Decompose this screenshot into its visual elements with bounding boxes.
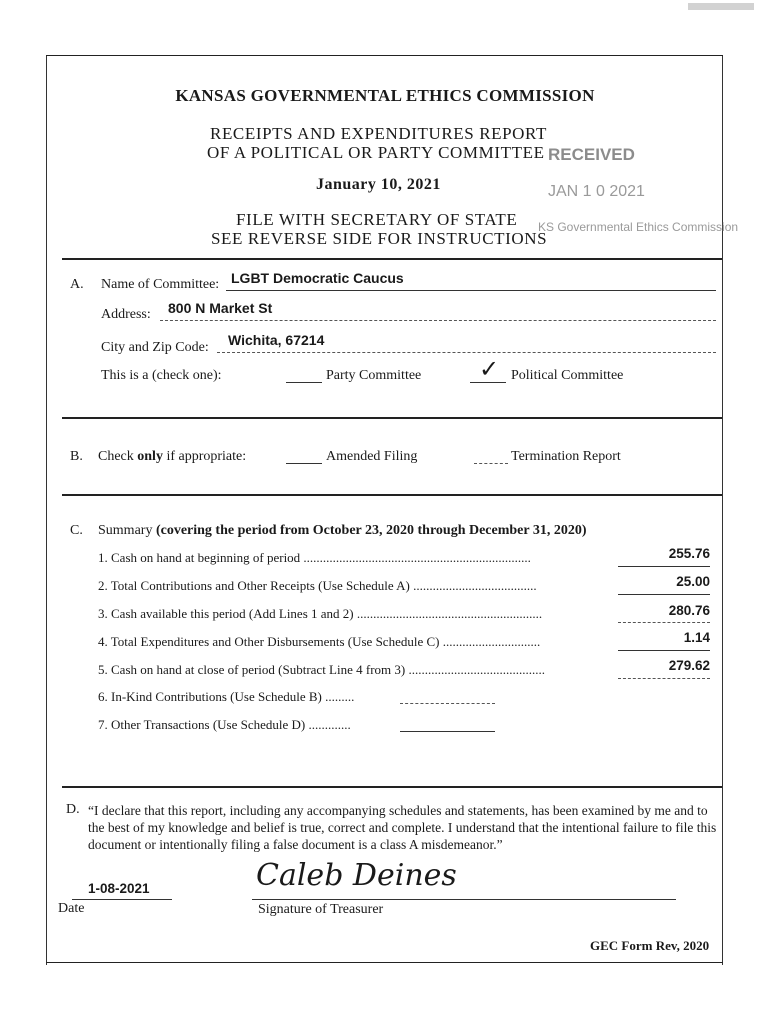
summary-line-2-label: 2. Total Contributions and Other Receipts (Use Schedule A) ...................................... bbox=[98, 578, 537, 593]
section-c-letter: C. bbox=[70, 523, 83, 538]
termination-checkbox[interactable] bbox=[474, 463, 508, 464]
divider-c bbox=[62, 494, 722, 496]
amended-filing-checkbox[interactable] bbox=[286, 463, 322, 464]
committee-name-line bbox=[226, 290, 716, 291]
summary-line-1-amount[interactable]: 255.76 bbox=[668, 546, 710, 561]
date-line bbox=[72, 899, 172, 900]
report-title-line1: RECEIPTS AND EXPENDITURES REPORT bbox=[210, 124, 547, 143]
date-label: Date bbox=[58, 901, 85, 916]
city-zip-line bbox=[217, 352, 716, 353]
received-date: JAN 1 0 2021 bbox=[548, 183, 645, 200]
instruction-line1: FILE WITH SECRETARY OF STATE bbox=[236, 210, 518, 229]
instruction-line2: SEE REVERSE SIDE FOR INSTRUCTIONS bbox=[211, 229, 548, 248]
party-committee-checkbox[interactable] bbox=[286, 382, 322, 383]
committee-name-label: Name of Committee: bbox=[101, 277, 220, 292]
summary-line-5-rule bbox=[618, 678, 710, 679]
treasurer-signature: Caleb Deines bbox=[256, 858, 457, 893]
termination-label: Termination Report bbox=[511, 449, 621, 464]
summary-line-1-label: 1. Cash on hand at beginning of period ...................................................................... bbox=[98, 550, 531, 565]
agency-title: KANSAS GOVERNMENTAL ETHICS COMMISSION bbox=[175, 86, 595, 105]
divider-a bbox=[62, 258, 722, 260]
summary-line-6-label: 6. In-Kind Contributions (Use Schedule B) ......... bbox=[98, 689, 355, 704]
summary-line-7-field[interactable] bbox=[400, 731, 495, 732]
report-date: January 10, 2021 bbox=[316, 176, 441, 193]
address-label: Address: bbox=[101, 307, 151, 322]
form-id: GEC Form Rev, 2020 bbox=[590, 938, 710, 953]
summary-line-5-label: 5. Cash on hand at close of period (Subtract Line 4 from 3) .......................................... bbox=[98, 662, 545, 677]
amended-filing-label: Amended Filing bbox=[326, 449, 418, 464]
summary-line-4-rule bbox=[618, 650, 710, 651]
political-committee-label: Political Committee bbox=[511, 368, 624, 383]
checkmark-icon: ✓ bbox=[479, 355, 500, 383]
section-b-letter: B. bbox=[70, 449, 83, 464]
summary-line-4-amount[interactable]: 1.14 bbox=[683, 630, 710, 645]
city-zip-value[interactable]: Wichita, 67214 bbox=[228, 332, 325, 348]
address-line bbox=[160, 320, 716, 321]
date-value[interactable]: 1-08-2021 bbox=[88, 881, 150, 896]
received-stamp: RECEIVED bbox=[548, 145, 635, 164]
city-zip-label: City and Zip Code: bbox=[101, 340, 209, 355]
declaration-text: “I declare that this report, including any accompanying schedules and statements, has been examined by me and to the best of my knowledge and belief is true, correct and complete. I understand that the intentional failure to file this document or intentionally filing a false document is a class A misdemeanor.” bbox=[88, 803, 717, 852]
divider-b bbox=[62, 417, 722, 419]
report-title-line2: OF A POLITICAL OR PARTY COMMITTEE bbox=[207, 143, 545, 162]
signature-line bbox=[252, 899, 676, 900]
frame-right bbox=[722, 55, 723, 965]
summary-label: Summary bbox=[98, 523, 153, 538]
check-only-post: if appropriate: bbox=[162, 449, 247, 464]
check-one-label: This is a (check one): bbox=[101, 368, 222, 383]
check-only-label bbox=[98, 449, 246, 465]
summary-period: (covering the period from October 23, 2020 through December 31, 2020) bbox=[155, 523, 587, 538]
summary-line-5-amount[interactable]: 279.62 bbox=[668, 658, 710, 673]
signature-label: Signature of Treasurer bbox=[258, 902, 384, 917]
summary-line-3-amount[interactable]: 280.76 bbox=[668, 603, 710, 618]
divider-d bbox=[62, 786, 722, 788]
received-by: KS Governmental Ethics Commission bbox=[538, 220, 739, 234]
frame-left bbox=[46, 55, 47, 965]
page-tab-marker bbox=[688, 3, 754, 10]
committee-name-value[interactable]: LGBT Democratic Caucus bbox=[231, 270, 404, 286]
summary-line-7-label: 7. Other Transactions (Use Schedule D) ............. bbox=[98, 717, 351, 732]
check-only-pre: Check bbox=[98, 449, 138, 464]
check-only-bold: only bbox=[137, 449, 163, 464]
frame-top bbox=[46, 55, 723, 56]
summary-line-4-label: 4. Total Expenditures and Other Disbursements (Use Schedule C) .............................. bbox=[98, 634, 541, 649]
party-committee-label: Party Committee bbox=[326, 368, 422, 383]
summary-line-3-rule bbox=[618, 622, 710, 623]
summary-heading bbox=[98, 523, 587, 539]
summary-line-1-rule bbox=[618, 566, 710, 567]
section-d-letter: D. bbox=[66, 802, 80, 817]
summary-line-2-amount[interactable]: 25.00 bbox=[676, 574, 710, 589]
address-value[interactable]: 800 N Market St bbox=[168, 300, 273, 316]
summary-line-3-label: 3. Cash available this period (Add Lines 1 and 2) ......................................................... bbox=[98, 606, 543, 621]
section-a-letter: A. bbox=[70, 277, 84, 292]
summary-line-6-field[interactable] bbox=[400, 703, 495, 704]
frame-bottom bbox=[46, 962, 723, 963]
summary-line-2-rule bbox=[618, 594, 710, 595]
